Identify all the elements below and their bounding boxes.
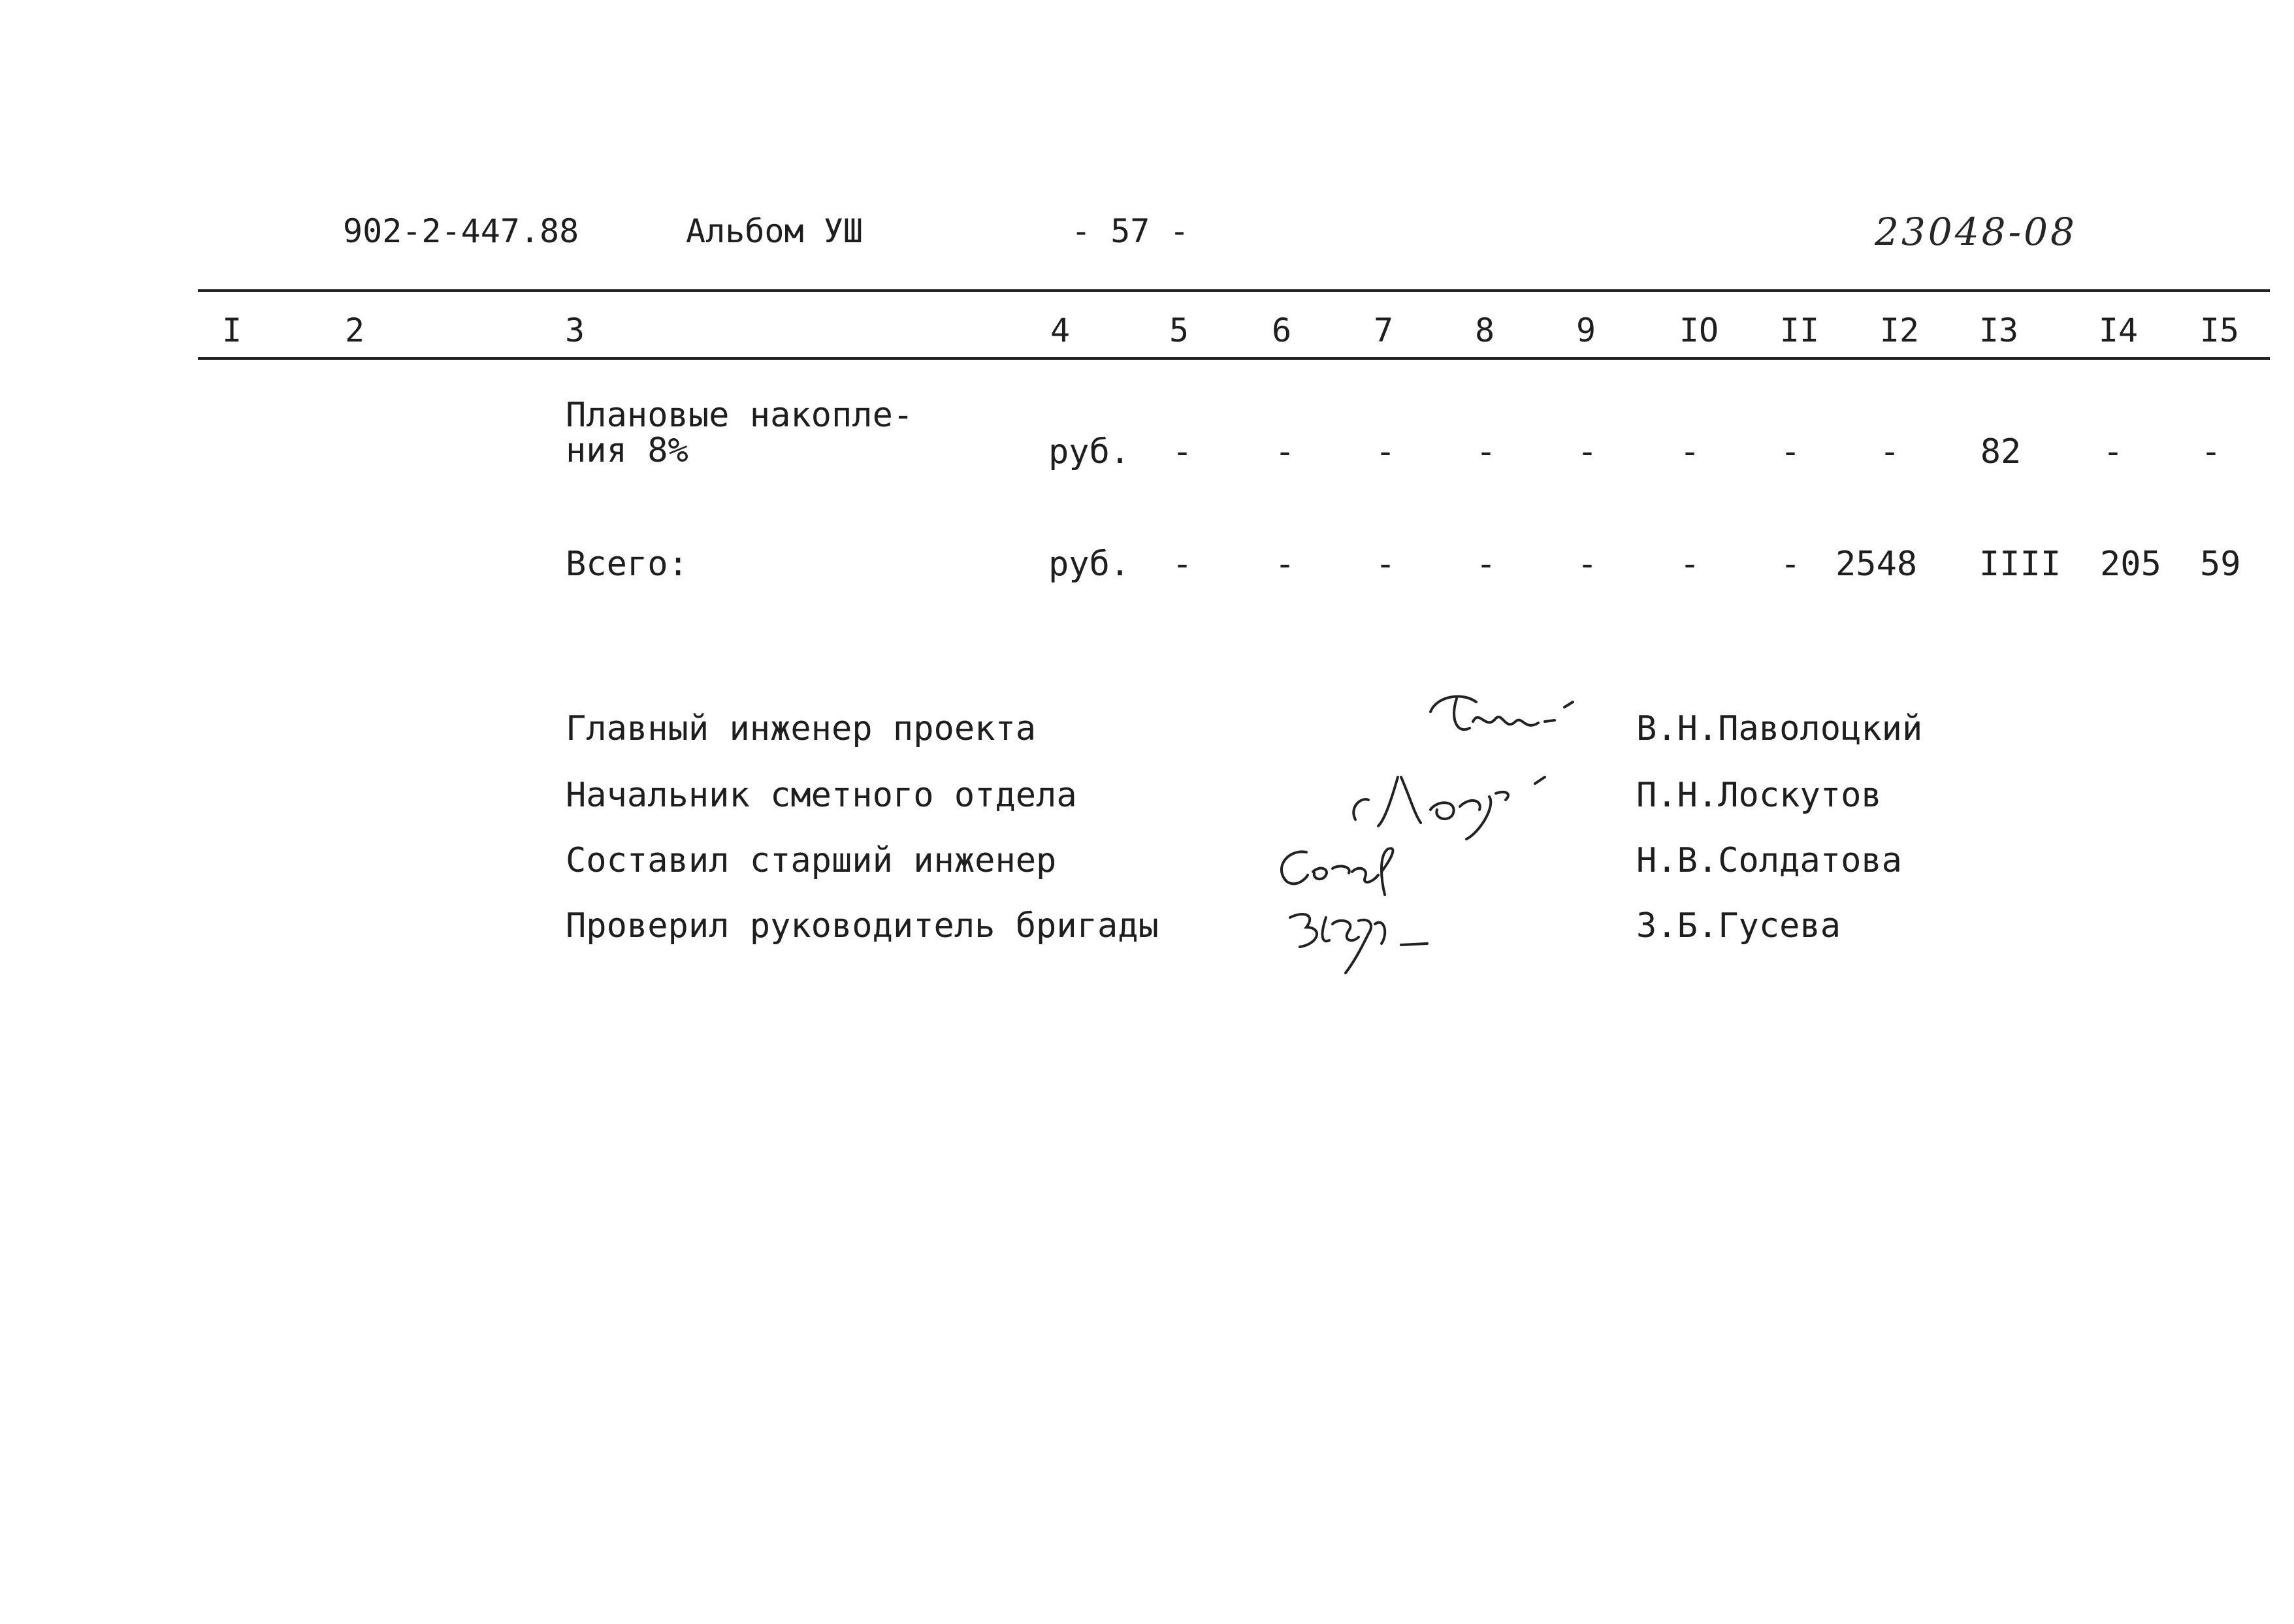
signature-role: Проверил руководитель бригады [566, 906, 1159, 946]
column-header: 2 [344, 311, 365, 349]
row-label-line2: ния 8% [566, 431, 688, 470]
cell-col14: - [2103, 432, 2124, 471]
cell-col11: - [1780, 432, 1801, 471]
signature-role: Начальник сметного отдела [566, 776, 1077, 815]
column-header: 6 [1271, 311, 1292, 349]
column-header: II [1779, 311, 1820, 349]
cell-col10: - [1679, 545, 1700, 584]
signature-name: З.Б.Гусева [1636, 906, 1841, 946]
column-header: 8 [1474, 311, 1495, 349]
cell-col7: - [1375, 545, 1396, 584]
album-label: Альбом УШ [686, 212, 863, 250]
cell-col15: - [2201, 432, 2221, 471]
unit-cell: руб. [1048, 545, 1131, 584]
cell-col15: 59 [2200, 545, 2241, 584]
cell-col14: 205 [2100, 545, 2161, 584]
cell-col9: - [1577, 432, 1598, 471]
signature-name: В.Н.Паволоцкий [1636, 709, 1923, 748]
table-header-rule [198, 357, 2270, 360]
document-code: 902-2-447.88 [343, 212, 579, 250]
table-top-rule [198, 289, 2270, 292]
cell-col6: - [1274, 545, 1295, 584]
cell-col11: - [1780, 545, 1801, 584]
row-label: Всего: [566, 545, 688, 584]
cell-col5: - [1172, 432, 1193, 471]
column-header: 4 [1050, 311, 1071, 349]
signature-scribble-4 [1277, 898, 1460, 983]
column-header: I4 [2098, 311, 2139, 349]
cell-col8: - [1476, 432, 1496, 471]
column-header: I [221, 311, 242, 349]
signature-role: Главный инженер проекта [566, 709, 1037, 748]
cell-col8: - [1476, 545, 1496, 584]
column-header: I3 [1979, 311, 2019, 349]
column-header: I5 [2199, 311, 2240, 349]
signature-scribble-1 [1417, 682, 1600, 754]
cell-col6: - [1274, 432, 1295, 471]
signature-name: Н.В.Солдатова [1636, 841, 1902, 880]
column-header: 5 [1169, 311, 1189, 349]
cell-col5: - [1172, 545, 1193, 584]
cell-col12: 2548 [1835, 545, 1918, 584]
signature-role: Составил старший инженер [566, 841, 1057, 880]
column-header: 3 [564, 311, 585, 349]
signature-name: П.Н.Лоскутов [1636, 776, 1882, 815]
cell-col10: - [1679, 432, 1700, 471]
column-header: 7 [1373, 311, 1394, 349]
cell-col7: - [1375, 432, 1396, 471]
page-number: - 57 - [1071, 212, 1189, 250]
cell-col12: - [1879, 432, 1900, 471]
row-label-line1: Плановые накопле- [566, 396, 914, 435]
cell-col13: IIII [1979, 545, 2061, 584]
cell-col9: - [1577, 545, 1598, 584]
handwritten-document-number: 23048-08 [1875, 210, 2077, 254]
column-header: 9 [1575, 311, 1596, 349]
column-header: I2 [1879, 311, 1920, 349]
cell-col13: 82 [1980, 432, 2022, 471]
unit-cell: руб. [1048, 432, 1131, 471]
column-header: IO [1679, 311, 1719, 349]
